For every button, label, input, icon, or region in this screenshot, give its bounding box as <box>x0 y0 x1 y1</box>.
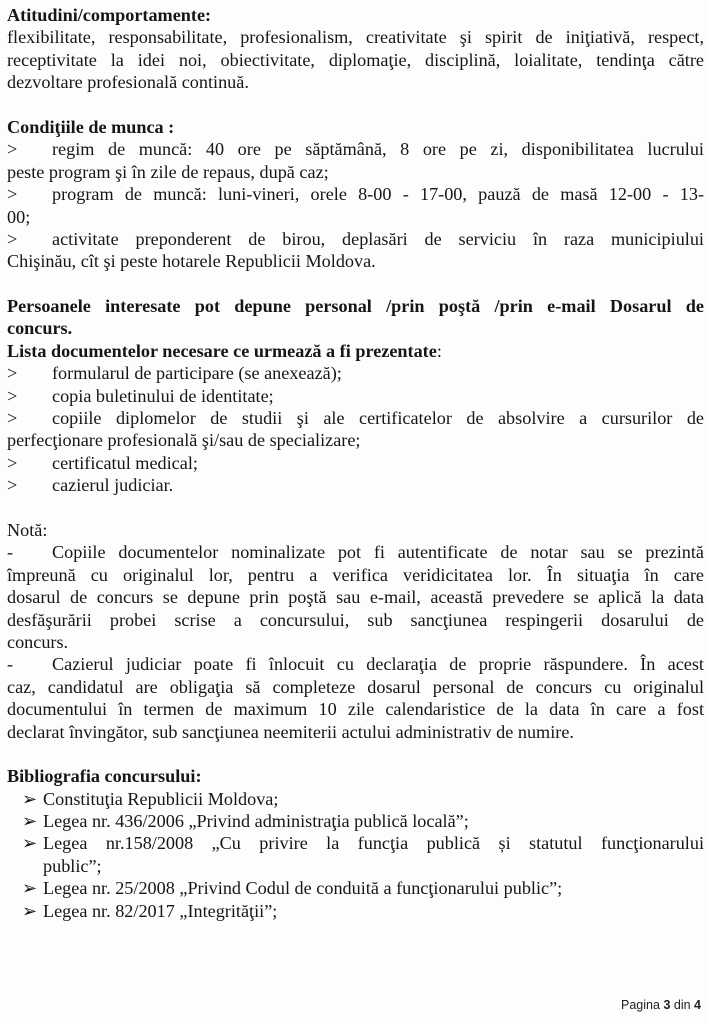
bullet-marker: > <box>7 475 18 496</box>
page-number: Pagina 3 din 4 <box>621 998 701 1012</box>
bullet-marker: > <box>7 385 18 406</box>
note-item-cont: documentului în termen de maximum 10 zile calendaristice de la data în care a fost <box>7 699 704 720</box>
bibliography-item: ➢ Legea nr. 82/2017 „Integrităţii”; <box>22 900 278 921</box>
documents-item-cont: perfecţionare profesională şi/sau de specializare; <box>7 430 361 451</box>
conditions-item: > regim de muncă: 40 ore pe săptămână, 8 ore pe zi, disponibilitatea lucrului <box>7 139 704 160</box>
note-item-cont: împreună cu originalul lor, pentru a verifica veridicitatea lor. În situaţia în care <box>7 564 704 585</box>
bibliography-item: ➢ Constituţia Republicii Moldova; <box>22 788 279 809</box>
documents-item: > certificatul medical; <box>7 452 198 473</box>
documents-item: > copia buletinului de identitate; <box>7 385 274 406</box>
bibliography-item-cont: public”; <box>43 855 102 876</box>
bibliography-section <box>7 765 704 922</box>
document-page <box>7 4 704 922</box>
attitudes-line: dezvoltare profesională continuă. <box>7 72 249 93</box>
bullet-marker: > <box>7 228 18 249</box>
arrow-bullet-icon: ➢ <box>22 833 38 854</box>
documents-item: > formularul de participare (se anexează); <box>7 363 342 384</box>
submission-section <box>7 295 704 497</box>
bibliography-item: ➢ Legea nr.158/2008 „Cu privire la funcţia publică și statutul funcţionarului <box>22 833 704 854</box>
note-heading: Notă: <box>7 519 48 540</box>
note-item-cont: concurs. <box>7 631 69 652</box>
bibliography-item: ➢ Legea nr. 25/2008 „Privind Codul de conduită a funcţionarului public”; <box>22 878 563 899</box>
bibliography-heading: Bibliografia concursului: <box>7 766 202 787</box>
note-section <box>7 519 704 743</box>
bullet-marker: > <box>7 408 18 429</box>
arrow-bullet-icon: ➢ <box>22 811 38 832</box>
bullet-marker: > <box>7 363 18 384</box>
arrow-bullet-icon: ➢ <box>22 878 38 899</box>
note-item-cont: desfăşurării probei scrise a concursului, sub sancţiunea respingerii dosarului de <box>7 609 704 630</box>
bullet-marker: > <box>7 184 18 205</box>
submission-heading-cont: concurs. <box>7 318 73 339</box>
submission-heading: Persoanele interesate pot depune personal /prin poştă /prin e-mail Dosarul de <box>7 296 704 317</box>
conditions-item-cont: 00; <box>7 206 31 227</box>
attitudes-line: receptivitate la idei noi, obiectivitate, diplomaţie, disciplină, loialitate, tendinţa către <box>7 49 704 70</box>
attitudes-section <box>7 4 704 94</box>
attitudes-line: flexibilitate, responsabilitate, profesionalism, creativitate şi spirit de iniţiativă, respect, <box>7 27 704 48</box>
conditions-item-cont: peste program şi în zile de repaus, după caz; <box>7 161 329 182</box>
note-item-cont: caz, candidatul are obligaţia să completeze dosarul personal de concurs cu originalul <box>7 676 704 697</box>
conditions-item-cont: Chişinău, cît şi peste hotarele Republicii Moldova. <box>7 251 376 272</box>
bibliography-item: ➢ Legea nr. 436/2006 „Privind administraţia publică locală”; <box>22 811 469 832</box>
arrow-bullet-icon: ➢ <box>22 900 38 921</box>
dash-marker: - <box>7 654 14 675</box>
conditions-heading: Condiţiile de munca : <box>7 116 175 137</box>
documents-list-heading: Lista documentelor necesare ce urmează a fi prezentate: <box>7 340 442 361</box>
documents-item: > copiile diplomelor de studii şi ale certificatelor de absolvire a cursurilor de <box>7 408 704 429</box>
note-item-cont: dosarul de concurs se depune prin poştă sau e-mail, această prevedere se aplică la data <box>7 587 704 608</box>
bullet-marker: > <box>7 139 18 160</box>
note-item-cont: declarat învingător, sub sancţiunea neemiterii actului administrativ de numire. <box>7 721 574 742</box>
documents-item: > cazierul judiciar. <box>7 475 174 496</box>
attitudes-heading: Atitudini/comportamente: <box>7 5 212 25</box>
bullet-marker: > <box>7 452 18 473</box>
conditions-item: > activitate preponderent de birou, deplasări de serviciu în raza municipiului <box>7 228 704 249</box>
arrow-bullet-icon: ➢ <box>22 788 38 809</box>
note-item: - Cazierul judiciar poate fi înlocuit cu declaraţia de proprie răspundere. În acest <box>7 654 704 675</box>
conditions-section <box>7 116 704 273</box>
conditions-item: > program de muncă: luni-vineri, orele 8-00 - 17-00, pauză de masă 12-00 - 13- <box>7 184 704 205</box>
dash-marker: - <box>7 542 14 563</box>
note-item: - Copiile documentelor nominalizate pot fi autentificate de notar sau se prezintă <box>7 542 704 563</box>
